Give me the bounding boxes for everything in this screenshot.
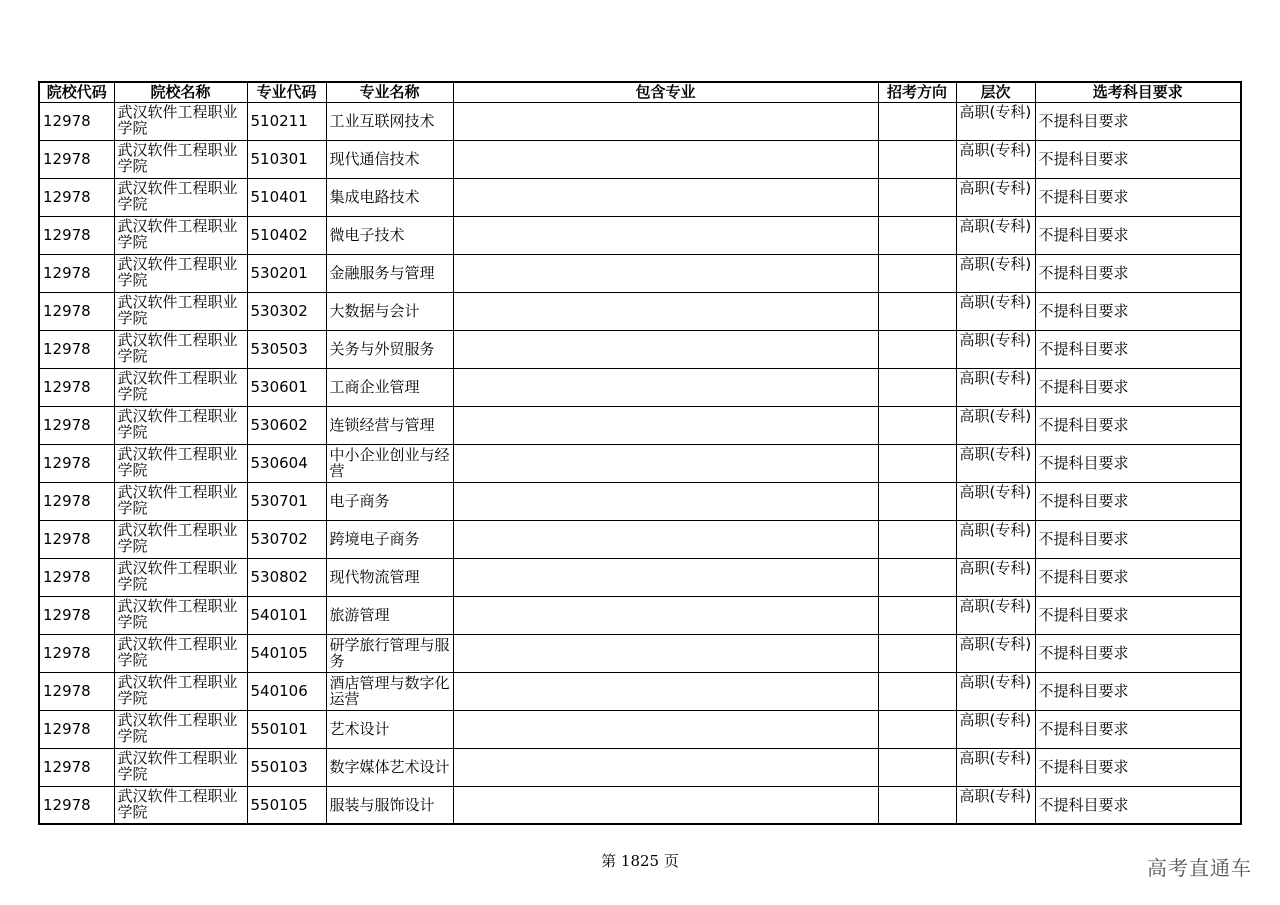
cell-school-name: 武汉软件工程职业学院 bbox=[114, 634, 247, 672]
cell-included-majors bbox=[453, 330, 878, 368]
cell-school-name: 武汉软件工程职业学院 bbox=[114, 216, 247, 254]
cell-level: 高职(专科) bbox=[956, 444, 1035, 482]
cell-included-majors bbox=[453, 672, 878, 710]
table-row bbox=[39, 140, 1241, 178]
cell-major-name: 服装与服饰设计 bbox=[326, 786, 453, 824]
cell-included-majors bbox=[453, 786, 878, 824]
header-direction: 招考方向 bbox=[878, 82, 956, 102]
cell-school-code: 12978 bbox=[39, 140, 114, 178]
cell-level: 高职(专科) bbox=[956, 330, 1035, 368]
cell-level: 高职(专科) bbox=[956, 482, 1035, 520]
page-number: 第 1825 页 bbox=[601, 852, 679, 870]
cell-level: 高职(专科) bbox=[956, 748, 1035, 786]
cell-direction bbox=[878, 254, 956, 292]
cell-direction bbox=[878, 710, 956, 748]
cell-school-code: 12978 bbox=[39, 634, 114, 672]
cell-major-code: 530602 bbox=[247, 406, 326, 444]
cell-level: 高职(专科) bbox=[956, 216, 1035, 254]
cell-direction bbox=[878, 140, 956, 178]
cell-level: 高职(专科) bbox=[956, 140, 1035, 178]
cell-major-code: 530802 bbox=[247, 558, 326, 596]
cell-subject-requirement: 不提科目要求 bbox=[1035, 596, 1241, 634]
table-row bbox=[39, 216, 1241, 254]
cell-school-code: 12978 bbox=[39, 444, 114, 482]
cell-major-name: 现代通信技术 bbox=[326, 140, 453, 178]
cell-included-majors bbox=[453, 596, 878, 634]
table-row bbox=[39, 178, 1241, 216]
cell-major-name: 连锁经营与管理 bbox=[326, 406, 453, 444]
cell-direction bbox=[878, 102, 956, 140]
cell-included-majors bbox=[453, 634, 878, 672]
cell-included-majors bbox=[453, 102, 878, 140]
cell-school-code: 12978 bbox=[39, 330, 114, 368]
header-included-majors: 包含专业 bbox=[453, 82, 878, 102]
cell-school-code: 12978 bbox=[39, 748, 114, 786]
table-row bbox=[39, 558, 1241, 596]
cell-included-majors bbox=[453, 368, 878, 406]
table-row bbox=[39, 406, 1241, 444]
cell-major-name: 工商企业管理 bbox=[326, 368, 453, 406]
cell-direction bbox=[878, 216, 956, 254]
cell-major-code: 540101 bbox=[247, 596, 326, 634]
cell-subject-requirement: 不提科目要求 bbox=[1035, 406, 1241, 444]
table-row bbox=[39, 672, 1241, 710]
header-row bbox=[39, 82, 1241, 102]
cell-school-name: 武汉软件工程职业学院 bbox=[114, 292, 247, 330]
cell-subject-requirement: 不提科目要求 bbox=[1035, 520, 1241, 558]
cell-direction bbox=[878, 672, 956, 710]
cell-subject-requirement: 不提科目要求 bbox=[1035, 786, 1241, 824]
cell-direction bbox=[878, 330, 956, 368]
cell-subject-requirement: 不提科目要求 bbox=[1035, 330, 1241, 368]
cell-major-code: 510211 bbox=[247, 102, 326, 140]
cell-school-name: 武汉软件工程职业学院 bbox=[114, 786, 247, 824]
cell-major-name: 跨境电子商务 bbox=[326, 520, 453, 558]
cell-direction bbox=[878, 482, 956, 520]
cell-school-name: 武汉软件工程职业学院 bbox=[114, 444, 247, 482]
cell-included-majors bbox=[453, 520, 878, 558]
cell-school-code: 12978 bbox=[39, 558, 114, 596]
table-row bbox=[39, 444, 1241, 482]
cell-major-name: 金融服务与管理 bbox=[326, 254, 453, 292]
cell-major-name: 工业互联网技术 bbox=[326, 102, 453, 140]
cell-subject-requirement: 不提科目要求 bbox=[1035, 672, 1241, 710]
cell-subject-requirement: 不提科目要求 bbox=[1035, 710, 1241, 748]
cell-included-majors bbox=[453, 444, 878, 482]
cell-direction bbox=[878, 596, 956, 634]
cell-level: 高职(专科) bbox=[956, 292, 1035, 330]
table-header bbox=[39, 82, 1241, 102]
cell-direction bbox=[878, 748, 956, 786]
cell-school-name: 武汉软件工程职业学院 bbox=[114, 748, 247, 786]
cell-major-code: 510401 bbox=[247, 178, 326, 216]
cell-direction bbox=[878, 520, 956, 558]
cell-included-majors bbox=[453, 710, 878, 748]
cell-major-name: 现代物流管理 bbox=[326, 558, 453, 596]
cell-direction bbox=[878, 292, 956, 330]
cell-direction bbox=[878, 634, 956, 672]
cell-school-code: 12978 bbox=[39, 178, 114, 216]
table-row bbox=[39, 520, 1241, 558]
cell-direction bbox=[878, 558, 956, 596]
cell-school-name: 武汉软件工程职业学院 bbox=[114, 710, 247, 748]
cell-school-name: 武汉软件工程职业学院 bbox=[114, 254, 247, 292]
cell-school-code: 12978 bbox=[39, 482, 114, 520]
cell-major-name: 电子商务 bbox=[326, 482, 453, 520]
cell-level: 高职(专科) bbox=[956, 558, 1035, 596]
cell-school-name: 武汉软件工程职业学院 bbox=[114, 482, 247, 520]
cell-major-name: 酒店管理与数字化运营 bbox=[326, 672, 453, 710]
cell-school-code: 12978 bbox=[39, 292, 114, 330]
cell-level: 高职(专科) bbox=[956, 596, 1035, 634]
table-row bbox=[39, 102, 1241, 140]
cell-level: 高职(专科) bbox=[956, 672, 1035, 710]
cell-level: 高职(专科) bbox=[956, 406, 1035, 444]
watermark-logo: 高考直通车 bbox=[1147, 856, 1252, 880]
cell-major-code: 540106 bbox=[247, 672, 326, 710]
cell-included-majors bbox=[453, 292, 878, 330]
header-level: 层次 bbox=[956, 82, 1035, 102]
cell-included-majors bbox=[453, 178, 878, 216]
cell-subject-requirement: 不提科目要求 bbox=[1035, 558, 1241, 596]
cell-subject-requirement: 不提科目要求 bbox=[1035, 748, 1241, 786]
cell-level: 高职(专科) bbox=[956, 634, 1035, 672]
cell-school-code: 12978 bbox=[39, 368, 114, 406]
table-row bbox=[39, 748, 1241, 786]
cell-major-code: 530601 bbox=[247, 368, 326, 406]
cell-major-code: 530702 bbox=[247, 520, 326, 558]
cell-school-name: 武汉软件工程职业学院 bbox=[114, 178, 247, 216]
cell-major-name: 数字媒体艺术设计 bbox=[326, 748, 453, 786]
cell-school-code: 12978 bbox=[39, 406, 114, 444]
cell-included-majors bbox=[453, 748, 878, 786]
cell-major-name: 旅游管理 bbox=[326, 596, 453, 634]
table-row bbox=[39, 292, 1241, 330]
cell-school-code: 12978 bbox=[39, 596, 114, 634]
table-row bbox=[39, 786, 1241, 824]
cell-major-code: 550101 bbox=[247, 710, 326, 748]
cell-subject-requirement: 不提科目要求 bbox=[1035, 216, 1241, 254]
cell-subject-requirement: 不提科目要求 bbox=[1035, 634, 1241, 672]
cell-school-name: 武汉软件工程职业学院 bbox=[114, 672, 247, 710]
cell-major-name: 微电子技术 bbox=[326, 216, 453, 254]
cell-major-code: 540105 bbox=[247, 634, 326, 672]
cell-level: 高职(专科) bbox=[956, 368, 1035, 406]
cell-major-code: 530701 bbox=[247, 482, 326, 520]
cell-direction bbox=[878, 444, 956, 482]
cell-major-name: 集成电路技术 bbox=[326, 178, 453, 216]
cell-subject-requirement: 不提科目要求 bbox=[1035, 444, 1241, 482]
cell-major-name: 艺术设计 bbox=[326, 710, 453, 748]
table-row bbox=[39, 254, 1241, 292]
cell-level: 高职(专科) bbox=[956, 102, 1035, 140]
header-major-name: 专业名称 bbox=[326, 82, 453, 102]
cell-direction bbox=[878, 786, 956, 824]
cell-subject-requirement: 不提科目要求 bbox=[1035, 102, 1241, 140]
cell-major-name: 研学旅行管理与服务 bbox=[326, 634, 453, 672]
cell-subject-requirement: 不提科目要求 bbox=[1035, 292, 1241, 330]
cell-level: 高职(专科) bbox=[956, 786, 1035, 824]
cell-major-name: 大数据与会计 bbox=[326, 292, 453, 330]
admissions-table bbox=[38, 81, 1242, 825]
cell-direction bbox=[878, 368, 956, 406]
table-row bbox=[39, 330, 1241, 368]
cell-direction bbox=[878, 406, 956, 444]
cell-level: 高职(专科) bbox=[956, 520, 1035, 558]
header-school-name: 院校名称 bbox=[114, 82, 247, 102]
cell-major-name: 关务与外贸服务 bbox=[326, 330, 453, 368]
cell-school-code: 12978 bbox=[39, 672, 114, 710]
cell-school-code: 12978 bbox=[39, 786, 114, 824]
cell-level: 高职(专科) bbox=[956, 178, 1035, 216]
cell-school-code: 12978 bbox=[39, 710, 114, 748]
header-major-code: 专业代码 bbox=[247, 82, 326, 102]
cell-major-name: 中小企业创业与经营 bbox=[326, 444, 453, 482]
table-row bbox=[39, 482, 1241, 520]
cell-school-name: 武汉软件工程职业学院 bbox=[114, 368, 247, 406]
cell-school-name: 武汉软件工程职业学院 bbox=[114, 330, 247, 368]
cell-subject-requirement: 不提科目要求 bbox=[1035, 482, 1241, 520]
cell-school-code: 12978 bbox=[39, 520, 114, 558]
table-row bbox=[39, 368, 1241, 406]
cell-school-code: 12978 bbox=[39, 216, 114, 254]
table-row bbox=[39, 596, 1241, 634]
cell-major-code: 510301 bbox=[247, 140, 326, 178]
cell-included-majors bbox=[453, 216, 878, 254]
cell-school-name: 武汉软件工程职业学院 bbox=[114, 140, 247, 178]
cell-major-code: 550105 bbox=[247, 786, 326, 824]
cell-included-majors bbox=[453, 558, 878, 596]
cell-subject-requirement: 不提科目要求 bbox=[1035, 368, 1241, 406]
cell-subject-requirement: 不提科目要求 bbox=[1035, 178, 1241, 216]
cell-included-majors bbox=[453, 406, 878, 444]
cell-school-name: 武汉软件工程职业学院 bbox=[114, 558, 247, 596]
cell-subject-requirement: 不提科目要求 bbox=[1035, 254, 1241, 292]
table-row bbox=[39, 710, 1241, 748]
cell-level: 高职(专科) bbox=[956, 710, 1035, 748]
cell-major-code: 530302 bbox=[247, 292, 326, 330]
cell-level: 高职(专科) bbox=[956, 254, 1035, 292]
cell-included-majors bbox=[453, 140, 878, 178]
cell-major-code: 530604 bbox=[247, 444, 326, 482]
cell-included-majors bbox=[453, 482, 878, 520]
header-subject-requirement: 选考科目要求 bbox=[1035, 82, 1241, 102]
table-row bbox=[39, 634, 1241, 672]
table-body bbox=[39, 102, 1241, 824]
cell-school-code: 12978 bbox=[39, 102, 114, 140]
cell-school-code: 12978 bbox=[39, 254, 114, 292]
cell-major-code: 530503 bbox=[247, 330, 326, 368]
cell-school-name: 武汉软件工程职业学院 bbox=[114, 406, 247, 444]
cell-school-name: 武汉软件工程职业学院 bbox=[114, 520, 247, 558]
cell-included-majors bbox=[453, 254, 878, 292]
header-school-code: 院校代码 bbox=[39, 82, 114, 102]
cell-major-code: 510402 bbox=[247, 216, 326, 254]
cell-school-name: 武汉软件工程职业学院 bbox=[114, 102, 247, 140]
cell-major-code: 550103 bbox=[247, 748, 326, 786]
cell-subject-requirement: 不提科目要求 bbox=[1035, 140, 1241, 178]
cell-major-code: 530201 bbox=[247, 254, 326, 292]
cell-direction bbox=[878, 178, 956, 216]
cell-school-name: 武汉软件工程职业学院 bbox=[114, 596, 247, 634]
